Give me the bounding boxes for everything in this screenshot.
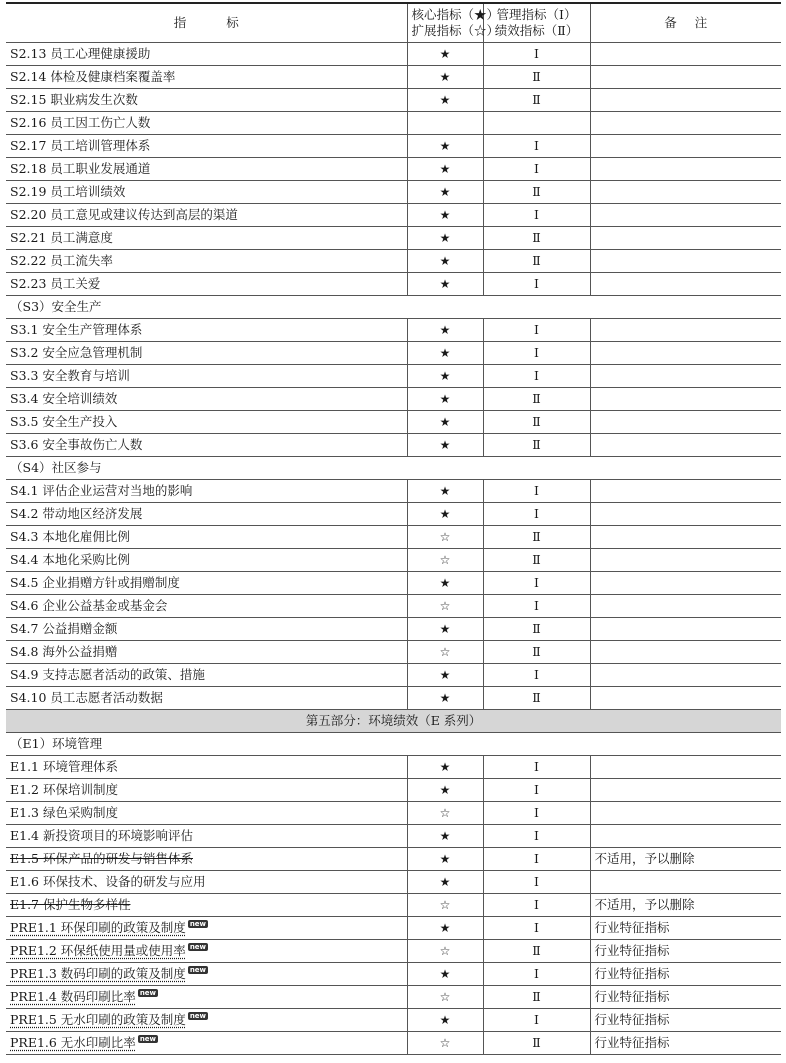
section-header-row: [6, 710, 781, 733]
indicator-note: [590, 526, 781, 549]
filled-star-icon: ★: [407, 273, 483, 296]
indicator-level: Ⅰ: [483, 848, 590, 871]
header-management-line: 管理指标（Ⅰ）: [496, 7, 577, 22]
indicator-name: [6, 204, 407, 227]
table-row: [6, 434, 781, 457]
filled-star-icon: ★: [407, 871, 483, 894]
indicator-label: PRE1.3 数码印刷的政策及制度: [10, 966, 186, 981]
table-row: [6, 342, 781, 365]
filled-star-icon: ★: [407, 250, 483, 273]
indicator-name: [6, 503, 407, 526]
table-row: [6, 480, 781, 503]
indicator-label: S2.19 员工培训绩效: [10, 184, 126, 199]
indicator-note: [590, 250, 781, 273]
indicator-level: Ⅰ: [483, 917, 590, 940]
indicator-note: [590, 825, 781, 848]
indicator-note: [590, 641, 781, 664]
indicator-level: Ⅱ: [483, 687, 590, 710]
table-row: [6, 227, 781, 250]
indicator-level: Ⅱ: [483, 227, 590, 250]
table-row: [6, 89, 781, 112]
indicator-note: 行业特征指标: [590, 963, 781, 986]
indicator-label: S3.5 安全生产投入: [10, 414, 118, 429]
indicator-name: [6, 89, 407, 112]
table-row: [6, 388, 781, 411]
indicator-name: [6, 825, 407, 848]
indicator-label: PRE1.6 无水印刷比率: [10, 1035, 136, 1050]
table-row: [6, 526, 781, 549]
indicator-name: [6, 802, 407, 825]
indicator-level: Ⅰ: [483, 480, 590, 503]
indicator-level: Ⅰ: [483, 756, 590, 779]
table-row: [6, 411, 781, 434]
indicator-name: [6, 595, 407, 618]
indicator-name: [6, 112, 407, 135]
indicator-name: [6, 43, 407, 66]
new-badge: new: [139, 989, 157, 997]
indicator-name: [6, 986, 407, 1009]
indicator-name: [6, 756, 407, 779]
indicator-name: [6, 66, 407, 89]
indicator-level: Ⅰ: [483, 779, 590, 802]
filled-star-icon: ★: [407, 411, 483, 434]
filled-star-icon: ★: [407, 181, 483, 204]
table-row: [6, 1032, 781, 1055]
table-row: [6, 365, 781, 388]
header-management-performance: [483, 3, 590, 43]
indicator-label: E1.1 环境管理体系: [10, 759, 118, 774]
indicator-label: S2.21 员工满意度: [10, 230, 113, 245]
indicator-level: Ⅰ: [483, 273, 590, 296]
filled-star-icon: ★: [407, 66, 483, 89]
table-row: [6, 503, 781, 526]
header-indicator: 指标: [6, 3, 407, 43]
indicator-label: S2.20 员工意见或建议传达到高层的渠道: [10, 207, 238, 222]
filled-star-icon: ★: [407, 342, 483, 365]
category-row: [6, 733, 781, 756]
indicator-level: Ⅱ: [483, 940, 590, 963]
indicator-label: S4.10 员工志愿者活动数据: [10, 690, 163, 705]
indicator-level: Ⅰ: [483, 135, 590, 158]
indicator-label: S3.3 安全教育与培训: [10, 368, 130, 383]
indicator-level: Ⅰ: [483, 894, 590, 917]
table-row: [6, 641, 781, 664]
indicator-label: S3.1 安全生产管理体系: [10, 322, 143, 337]
indicator-table: [6, 2, 781, 1055]
indicator-label: S2.22 员工流失率: [10, 253, 113, 268]
indicator-note: 行业特征指标: [590, 1032, 781, 1055]
indicator-note: [590, 434, 781, 457]
indicator-name: [6, 940, 407, 963]
indicator-label: S3.6 安全事故伤亡人数: [10, 437, 143, 452]
table-row: [6, 756, 781, 779]
indicator-name: [6, 549, 407, 572]
indicator-name: [6, 894, 407, 917]
indicator-level: Ⅰ: [483, 365, 590, 388]
table-row: [6, 204, 781, 227]
hollow-star-icon: ☆: [407, 894, 483, 917]
table-row: [6, 664, 781, 687]
table-row: [6, 43, 781, 66]
filled-star-icon: ★: [407, 825, 483, 848]
table-row: [6, 848, 781, 871]
filled-star-icon: ★: [407, 848, 483, 871]
indicator-note: [590, 135, 781, 158]
indicator-note: [590, 756, 781, 779]
indicator-label: S4.9 支持志愿者活动的政策、措施: [10, 667, 205, 682]
indicator-name: [6, 917, 407, 940]
indicator-name: [6, 664, 407, 687]
section-title: 第五部分：环境绩效（E 系列）: [6, 710, 781, 733]
indicator-note: [590, 319, 781, 342]
indicator-label: S3.4 安全培训绩效: [10, 391, 118, 406]
hollow-star-icon: ☆: [407, 802, 483, 825]
indicator-note: [590, 365, 781, 388]
filled-star-icon: ★: [407, 89, 483, 112]
filled-star-icon: ★: [407, 204, 483, 227]
table-row: [6, 687, 781, 710]
table-row: [6, 779, 781, 802]
indicator-level: Ⅰ: [483, 319, 590, 342]
table-body: [6, 43, 781, 1055]
indicator-note: 行业特征指标: [590, 940, 781, 963]
hollow-star-icon: ☆: [407, 526, 483, 549]
indicator-label: E1.3 绿色采购制度: [10, 805, 118, 820]
indicator-note: [590, 411, 781, 434]
hollow-star-icon: ☆: [407, 1032, 483, 1055]
indicator-label: PRE1.2 环保纸使用量或使用率: [10, 943, 186, 958]
indicator-name: [6, 1009, 407, 1032]
indicator-level: Ⅰ: [483, 664, 590, 687]
indicator-level: Ⅱ: [483, 549, 590, 572]
indicator-note: [590, 158, 781, 181]
indicator-level: Ⅱ: [483, 618, 590, 641]
table-row: [6, 871, 781, 894]
indicator-label: PRE1.5 无水印刷的政策及制度: [10, 1012, 186, 1027]
indicator-label: S3.2 安全应急管理机制: [10, 345, 143, 360]
table-row: [6, 1009, 781, 1032]
indicator-name: [6, 526, 407, 549]
filled-star-icon: ★: [407, 664, 483, 687]
table-header: [6, 3, 781, 43]
filled-star-icon: ★: [407, 963, 483, 986]
indicator-note: [590, 388, 781, 411]
filled-star-icon: ★: [407, 1009, 483, 1032]
indicator-label: S2.16 员工因工伤亡人数: [10, 115, 151, 130]
category-title: （S4）社区参与: [6, 457, 781, 480]
indicator-note: [590, 779, 781, 802]
filled-star-icon: ★: [407, 503, 483, 526]
indicator-note: [590, 342, 781, 365]
filled-star-icon: ★: [407, 618, 483, 641]
indicator-name: [6, 618, 407, 641]
indicator-name: [6, 388, 407, 411]
indicator-label: S4.6 企业公益基金或基金会: [10, 598, 168, 613]
header-core-extended: [407, 3, 500, 43]
indicator-label: PRE1.1 环保印刷的政策及制度: [10, 920, 186, 935]
indicator-name: [6, 641, 407, 664]
filled-star-icon: ★: [407, 319, 483, 342]
indicator-label: S2.18 员工职业发展通道: [10, 161, 151, 176]
indicator-note: [590, 480, 781, 503]
table-row: [6, 273, 781, 296]
indicator-label: PRE1.4 数码印刷比率: [10, 989, 136, 1004]
indicator-name: [6, 572, 407, 595]
indicator-label: S4.7 公益捐赠金额: [10, 621, 118, 636]
category-row: [6, 296, 781, 319]
indicator-name: [6, 963, 407, 986]
category-title: （S3）安全生产: [6, 296, 781, 319]
indicator-name: [6, 158, 407, 181]
table-row: [6, 917, 781, 940]
indicator-level: Ⅰ: [483, 1009, 590, 1032]
indicator-name: [6, 342, 407, 365]
new-badge: new: [189, 1012, 207, 1020]
indicator-label: S4.3 本地化雇佣比例: [10, 529, 130, 544]
indicator-note: [590, 66, 781, 89]
indicator-note: [590, 43, 781, 66]
indicator-note: [590, 204, 781, 227]
filled-star-icon: ★: [407, 388, 483, 411]
table-row: [6, 802, 781, 825]
hollow-star-icon: ☆: [407, 595, 483, 618]
indicator-name: [6, 480, 407, 503]
indicator-level: Ⅱ: [483, 66, 590, 89]
indicator-level: Ⅰ: [483, 43, 590, 66]
category-title: （E1）环境管理: [6, 733, 781, 756]
indicator-label: S4.4 本地化采购比例: [10, 552, 130, 567]
indicator-level: Ⅱ: [483, 641, 590, 664]
header-note: 备注: [590, 3, 781, 43]
filled-star-icon: ★: [407, 135, 483, 158]
indicator-level: Ⅱ: [483, 986, 590, 1009]
indicator-label: S2.13 员工心理健康援助: [10, 46, 151, 61]
table-row: [6, 181, 781, 204]
new-badge: new: [189, 966, 207, 974]
filled-star-icon: ★: [407, 687, 483, 710]
indicator-name: [6, 434, 407, 457]
indicator-label: S4.1 评估企业运营对当地的影响: [10, 483, 193, 498]
indicator-note: [590, 549, 781, 572]
indicator-name: [6, 779, 407, 802]
table-row: [6, 986, 781, 1009]
indicator-label: S2.15 职业病发生次数: [10, 92, 138, 107]
indicator-name: [6, 250, 407, 273]
indicator-level: Ⅰ: [483, 963, 590, 986]
indicator-level: Ⅱ: [483, 89, 590, 112]
indicator-note: [590, 503, 781, 526]
hollow-star-icon: ☆: [407, 549, 483, 572]
indicator-name: [6, 227, 407, 250]
indicator-note: [590, 664, 781, 687]
indicator-level: Ⅰ: [483, 342, 590, 365]
indicator-level: Ⅰ: [483, 802, 590, 825]
indicator-note: [590, 89, 781, 112]
indicator-name: [6, 411, 407, 434]
filled-star-icon: ★: [407, 434, 483, 457]
indicator-note: [590, 595, 781, 618]
hollow-star-icon: ☆: [407, 940, 483, 963]
indicator-level: Ⅰ: [483, 204, 590, 227]
indicator-note: 不适用，予以删除: [590, 894, 781, 917]
indicator-label: S2.23 员工关爱: [10, 276, 101, 291]
indicator-label: E1.2 环保培训制度: [10, 782, 118, 797]
indicator-name: [6, 273, 407, 296]
indicator-name: [6, 135, 407, 158]
indicator-level: Ⅱ: [483, 526, 590, 549]
indicator-level: Ⅱ: [483, 181, 590, 204]
hollow-star-icon: ☆: [407, 641, 483, 664]
filled-star-icon: ★: [407, 43, 483, 66]
table-row: [6, 940, 781, 963]
table-row: [6, 549, 781, 572]
category-row: [6, 457, 781, 480]
indicator-name: [6, 365, 407, 388]
indicator-label: S4.5 企业捐赠方针或捐赠制度: [10, 575, 180, 590]
table-row: [6, 66, 781, 89]
indicator-label: E1.5 环保产品的研发与销售体系: [10, 851, 193, 866]
indicator-level: Ⅰ: [483, 595, 590, 618]
table-row: [6, 250, 781, 273]
new-badge: new: [189, 943, 207, 951]
indicator-level: [483, 112, 590, 135]
indicator-note: [590, 112, 781, 135]
indicator-level: Ⅰ: [483, 503, 590, 526]
indicator-note: [590, 871, 781, 894]
indicator-note: 不适用，予以删除: [590, 848, 781, 871]
filled-star-icon: ★: [407, 158, 483, 181]
indicator-note: [590, 802, 781, 825]
indicator-name: [6, 687, 407, 710]
hollow-star-icon: ☆: [407, 986, 483, 1009]
header-core-line: 核心指标（★）: [411, 7, 500, 22]
indicator-level: Ⅱ: [483, 250, 590, 273]
table-row: [6, 112, 781, 135]
indicator-name: [6, 848, 407, 871]
indicator-note: 行业特征指标: [590, 986, 781, 1009]
indicator-label: S2.17 员工培训管理体系: [10, 138, 151, 153]
header-extended-line: 扩展指标（☆）: [411, 23, 500, 38]
table-row: [6, 825, 781, 848]
header-performance-line: 绩效指标（Ⅱ）: [494, 23, 579, 38]
indicator-name: [6, 319, 407, 342]
table-row: [6, 158, 781, 181]
indicator-level: Ⅰ: [483, 871, 590, 894]
indicator-level: Ⅰ: [483, 572, 590, 595]
indicator-note: [590, 181, 781, 204]
indicator-name: [6, 181, 407, 204]
table-row: [6, 963, 781, 986]
indicator-note: [590, 618, 781, 641]
indicator-label: S4.2 带动地区经济发展: [10, 506, 143, 521]
filled-star-icon: ★: [407, 779, 483, 802]
table-row: [6, 319, 781, 342]
indicator-note: [590, 687, 781, 710]
indicator-label: E1.4 新投资项目的环境影响评估: [10, 828, 193, 843]
filled-star-icon: ★: [407, 572, 483, 595]
indicator-label: S4.8 海外公益捐赠: [10, 644, 118, 659]
table-row: [6, 618, 781, 641]
indicator-label: S2.14 体检及健康档案覆盖率: [10, 69, 176, 84]
table-row: [6, 595, 781, 618]
table-row: [6, 135, 781, 158]
filled-star-icon: ★: [407, 917, 483, 940]
indicator-name: [6, 1032, 407, 1055]
indicator-level: Ⅰ: [483, 825, 590, 848]
indicator-level: Ⅱ: [483, 434, 590, 457]
indicator-level: Ⅱ: [483, 411, 590, 434]
indicator-note: [590, 273, 781, 296]
table-row: [6, 572, 781, 595]
indicator-level: Ⅱ: [483, 1032, 590, 1055]
indicator-name: [6, 871, 407, 894]
new-badge: new: [189, 920, 207, 928]
indicator-level: Ⅰ: [483, 158, 590, 181]
table-row: [6, 894, 781, 917]
filled-star-icon: ★: [407, 480, 483, 503]
filled-star-icon: [407, 112, 483, 135]
indicator-note: [590, 227, 781, 250]
filled-star-icon: ★: [407, 227, 483, 250]
indicator-label: E1.7 保护生物多样性: [10, 897, 131, 912]
indicator-label: E1.6 环保技术、设备的研发与应用: [10, 874, 206, 889]
filled-star-icon: ★: [407, 365, 483, 388]
indicator-note: [590, 572, 781, 595]
indicator-level: Ⅱ: [483, 388, 590, 411]
filled-star-icon: ★: [407, 756, 483, 779]
indicator-note: 行业特征指标: [590, 917, 781, 940]
new-badge: new: [139, 1035, 157, 1043]
indicator-note: 行业特征指标: [590, 1009, 781, 1032]
